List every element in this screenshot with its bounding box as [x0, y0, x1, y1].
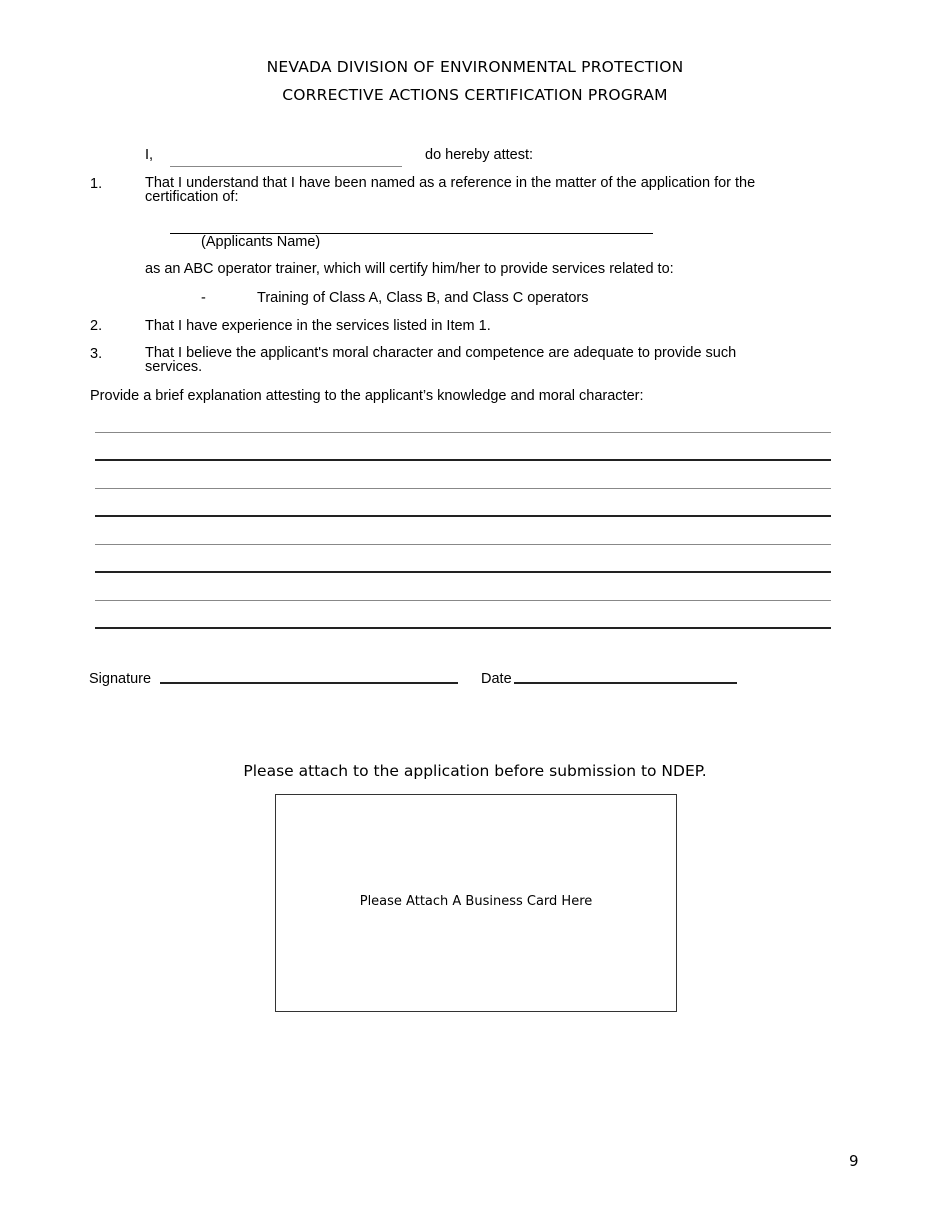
explanation-line[interactable]: [95, 432, 831, 433]
date-label: Date: [481, 671, 512, 687]
explanation-line[interactable]: [95, 544, 831, 545]
item-3-line1: That I believe the applicant's moral character and competence are adequate to provide such: [145, 345, 737, 361]
explanation-line[interactable]: [95, 627, 831, 629]
explanation-prompt: Provide a brief explanation attesting to the applicant’s knowledge and moral character:: [90, 388, 644, 404]
explanation-line[interactable]: [95, 600, 831, 601]
attester-name-field[interactable]: [170, 166, 402, 167]
item-2-text: That I have experience in the services listed in Item 1.: [145, 318, 491, 334]
attach-note: Please attach to the application before submission to NDEP.: [243, 762, 707, 780]
attest-prefix: I,: [145, 147, 154, 163]
bullet-text: Training of Class A, Class B, and Class C operators: [257, 290, 589, 306]
business-card-box: [275, 794, 677, 1012]
bullet-dash: -: [201, 290, 206, 306]
item-3-line2: services.: [145, 359, 203, 375]
header-title: NEVADA DIVISION OF ENVIRONMENTAL PROTECTION: [266, 58, 684, 76]
signature-field[interactable]: [160, 682, 458, 684]
date-field[interactable]: [514, 682, 737, 684]
applicant-name-label: (Applicants Name): [201, 234, 321, 250]
trainer-text: as an ABC operator trainer, which will certify him/her to provide services related to:: [145, 261, 674, 277]
item-1-text: [145, 176, 755, 204]
item-1-number: 1.: [90, 176, 103, 192]
business-card-label: Please Attach A Business Card Here: [359, 894, 593, 909]
page-number: 9: [849, 1152, 859, 1170]
explanation-line[interactable]: [95, 459, 831, 461]
explanation-line[interactable]: [95, 515, 831, 517]
header-subtitle: CORRECTIVE ACTIONS CERTIFICATION PROGRAM: [282, 86, 668, 104]
item-1-line2: certification of:: [145, 189, 239, 205]
item-2-number: 2.: [90, 318, 103, 334]
signature-label: Signature: [89, 671, 152, 687]
explanation-line[interactable]: [95, 571, 831, 573]
item-3-number: 3.: [90, 346, 103, 362]
item-3-text: [145, 346, 736, 374]
explanation-line[interactable]: [95, 488, 831, 489]
item-1-line1: That I understand that I have been named as a reference in the matter of the application for the: [145, 175, 756, 191]
attest-suffix: do hereby attest:: [425, 147, 534, 163]
